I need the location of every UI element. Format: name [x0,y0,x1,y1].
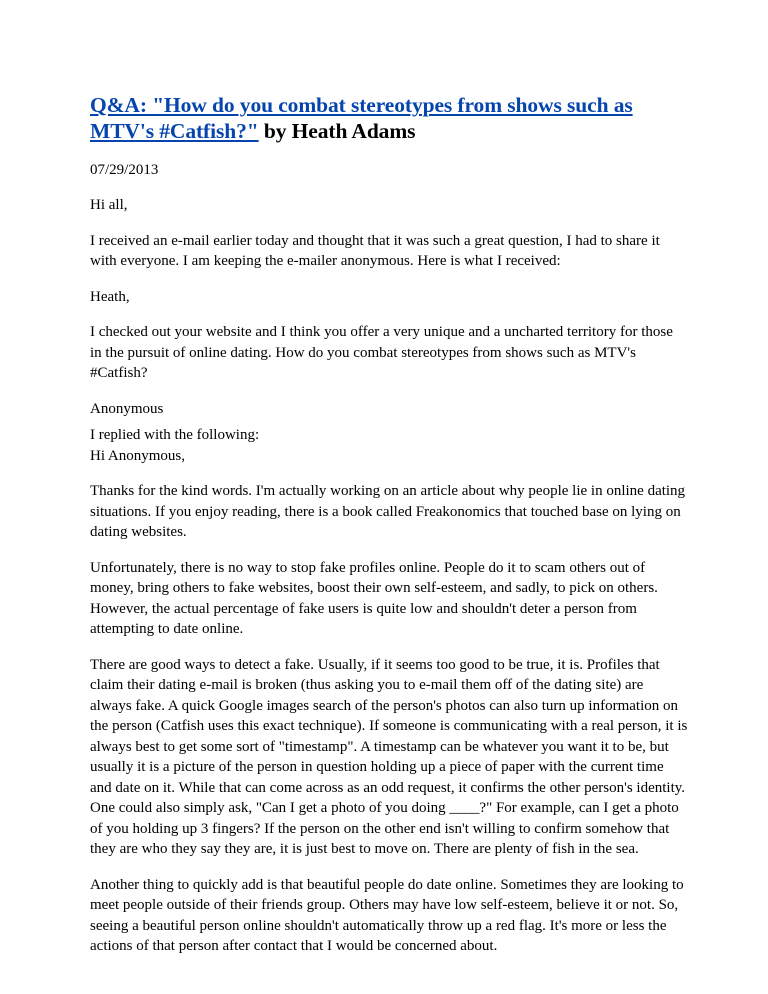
reply-paragraph-3: There are good ways to detect a fake. Usually, if it seems too good to be true, it is. Profiles that claim their dating e-mail is broken (thus asking you to e-mail them off of the dating site) are always fake. A quick Google images search of the person's photos can also turn up information on the person (Catfish uses this exact technique). If someone is communicating with a real person, it is always best to get some sort of "timestamp". A timestamp can be whatever you want it to be, but usually it is a picture of the person in question holding up a piece of paper with the current time and date on it. While that can come across as an odd request, it confirms the other person's identity. One could also simply ask, "Can I get a photo of you doing ____?" For example, can I get a photo of you holding up 3 fingers? If the person on the other end isn't willing to confirm somehow that they are who they say they are, it is just best to move on. There are plenty of fish in the sea. [90,656,688,857]
reply-paragraph-1: Thanks for the kind words. I'm actually working on an article about why people lie in online dating situations. If you enjoy reading, there is a book called Freakonomics that touched base on lying on dating websites. [90,483,686,540]
document-page [90,92,688,957]
email-signoff: Anonymous [90,400,164,417]
email-body-paragraph: I checked out your website and I think you offer a very unique and a uncharted territory for those in the pursuit of online dating. How do you combat stereotypes from shows such as MTV's #Catfish? [90,324,673,381]
reply-salutation: Hi Anonymous, [90,447,186,464]
reply-paragraph-4: Another thing to quickly add is that beautiful people do date online. Sometimes they are looking to meet people outside of their friends group. Others may have low self-esteem, believe it or not. So, seeing a beautiful person online shouldn't automatically throw up a red flag. It's more or less the actions of that person after contact that I would be concerned about. [90,876,684,954]
article-byline: by Heath Adams [258,119,416,143]
greeting-paragraph: Hi all, [90,197,128,213]
email-salutation: Heath, [90,288,130,305]
reply-intro: I replied with the following: [90,427,260,443]
article-title-link[interactable]: Q&A: "How do you combat stereotypes from shows such as MTV's #Catfish?" [90,93,633,143]
article-title [90,92,688,144]
intro-paragraph: I received an e-mail earlier today and thought that it was such a great question, I had to share it with everyone. I am keeping the e-mailer anonymous. Here is what I received: [90,232,660,269]
article-date: 07/29/2013 [90,162,159,178]
reply-paragraph-2: Unfortunately, there is no way to stop fake profiles online. People do it to scam others out of money, bring others to fake websites, boost their own self-esteem, and sadly, to pick on others. However, the actual percentage of fake users is quite low and shouldn't deter a person from attempting to date online. [90,559,658,637]
